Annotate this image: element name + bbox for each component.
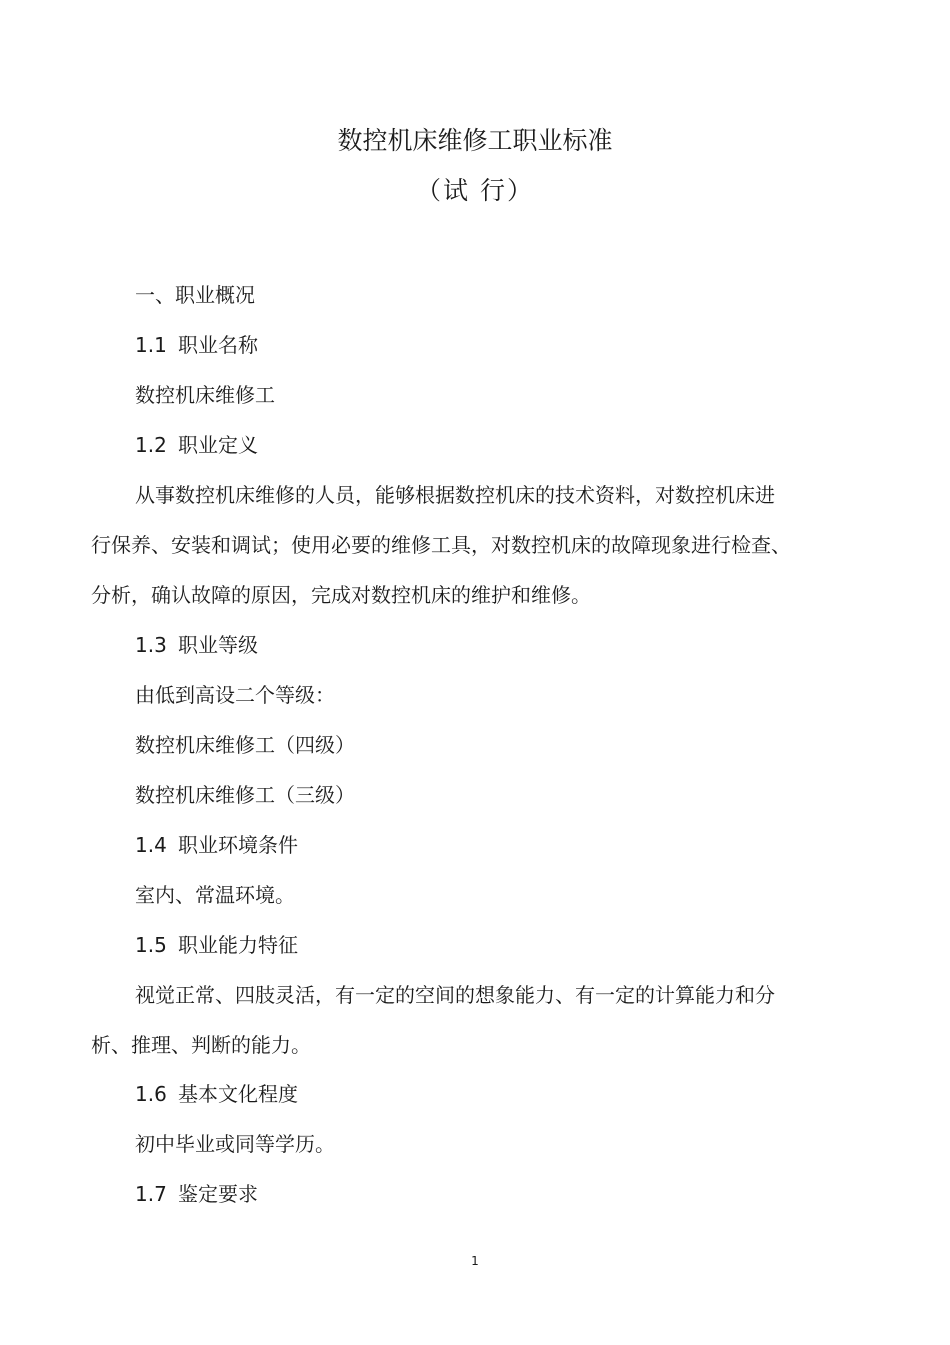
paragraph-line: 析、推理、判断的能力。 — [91, 1033, 311, 1057]
section-label: 基本文化程度 — [178, 1082, 298, 1106]
section-heading-1-2 — [135, 432, 258, 458]
document-title: 数控机床维修工职业标准 — [337, 126, 613, 155]
section-number: 1.1 — [135, 333, 167, 357]
paragraph-line: 视觉正常、四肢灵活，有一定的空间的想象能力、有一定的计算能力和分 — [135, 983, 775, 1007]
paragraph-line: 由低到高设二个等级： — [135, 683, 335, 707]
section-number: 1.2 — [135, 433, 167, 457]
section-heading-1-4 — [135, 832, 298, 858]
section-label: 职业名称 — [178, 333, 258, 357]
section-number: 1.4 — [135, 833, 167, 857]
section-number: 1.5 — [135, 933, 167, 957]
section-number: 1.6 — [135, 1082, 167, 1106]
section-heading-1-6 — [135, 1081, 298, 1107]
section-heading-1-5 — [135, 932, 298, 958]
section-label: 职业能力特征 — [178, 933, 298, 957]
paragraph-line: 室内、常温环境。 — [135, 883, 295, 907]
section-label: 鉴定要求 — [178, 1182, 258, 1206]
paragraph-line: 数控机床维修工（三级） — [135, 783, 355, 807]
paragraph-line: 数控机床维修工 — [135, 383, 275, 407]
section-number: 1.3 — [135, 633, 167, 657]
paragraph-line: 从事数控机床维修的人员，能够根据数控机床的技术资料，对数控机床进 — [135, 483, 775, 507]
section-label: 职业环境条件 — [178, 833, 298, 857]
paragraph-line: 初中毕业或同等学历。 — [135, 1132, 335, 1156]
document-subtitle: （试 行） — [416, 176, 534, 205]
section-label: 职业等级 — [178, 633, 258, 657]
section-label: 职业定义 — [178, 433, 258, 457]
paragraph-line: 分析，确认故障的原因，完成对数控机床的维护和维修。 — [91, 583, 591, 607]
paragraph-line: 数控机床维修工（四级） — [135, 733, 355, 757]
section-heading-1-3 — [135, 632, 258, 658]
section-heading-1-1 — [135, 332, 258, 358]
paragraph-line: 行保养、安装和调试；使用必要的维修工具，对数控机床的故障现象进行检查、 — [91, 533, 791, 557]
section-heading-1-7 — [135, 1181, 258, 1207]
page-number: 1 — [471, 1254, 479, 1268]
chapter-heading: 一、职业概况 — [135, 283, 255, 307]
section-number: 1.7 — [135, 1182, 167, 1206]
